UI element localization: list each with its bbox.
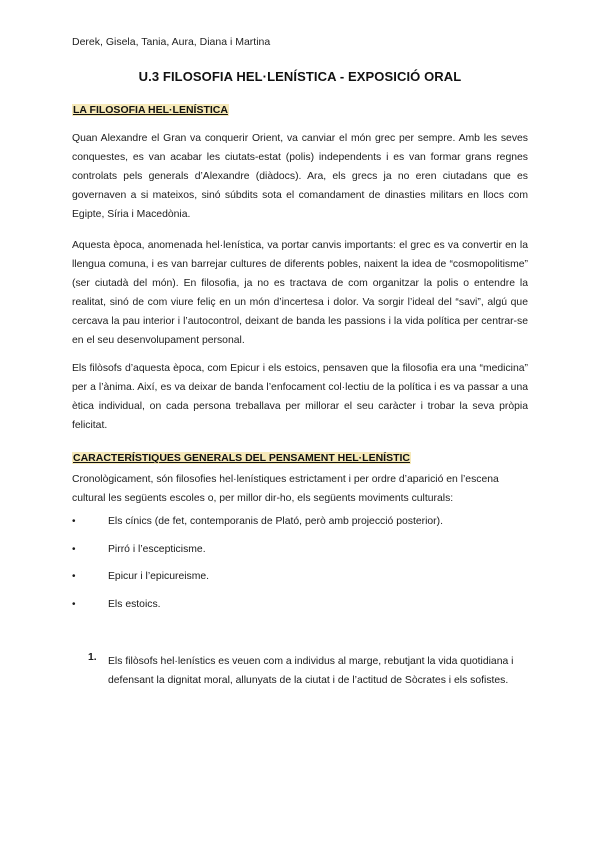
list-item-text: Els cínics (de fet, contemporanis de Plató, però amb projecció posterior).: [108, 516, 443, 527]
list-item-text: Epicur i l’epicureisme.: [108, 571, 210, 582]
section-heading-hellenistic-philosophy: LA FILOSOFIA HEL·LENÍSTICA: [73, 104, 228, 116]
bullet-icon: •: [72, 598, 76, 610]
list-item: [72, 571, 532, 599]
paragraph-intro: Cronològicament, són filosofies hel·lenístiques estrictament i per ordre d’aparició en l’escena cultural les següents escoles o, per millor dir-ho, els següents moviments culturals:: [72, 474, 499, 504]
schools-bullet-list: [72, 516, 532, 626]
paragraph-2: Aquesta època, anomenada hel·lenística, va portar canvis importants: el grec es va convertir en la llengua comuna, i es van barrejar cultures de diferents pobles, naixent la idea de “cosmopolitisme” (ser ciutadà del món). En filosofia, ja no es tractava de com organitzar la polis o entendre la realitat, sinó de com viure feliç en un món d’incertesa i dolor. Va sorgir l’ideal del “savi”, algú que cercava la pau interior i l’autocontrol, deixant de banda les passions i la vida política per centrar-se en el seu desenvolupament personal.: [72, 240, 528, 346]
bullet-icon: •: [72, 516, 76, 527]
section-heading-general-characteristics: CARACTERÍSTIQUES GENERALS DEL PENSAMENT HEL·LENÍSTIC: [73, 452, 410, 464]
list-item-text: Els estoics.: [108, 598, 161, 610]
authors-line: Derek, Gisela, Tania, Aura, Diana i Martina: [72, 36, 271, 48]
list-item-text: Pirró i l’escepticisme.: [108, 543, 206, 555]
list-item: [72, 544, 532, 572]
numbered-item-text: Els filòsofs hel·lenístics es veuen com a individus al marge, rebutjant la vida quotidiana i defensant la dignitat moral, allunyats de la ciutat i de l’actitud de Sòcrates i els sofistes.: [108, 656, 514, 686]
list-item: [72, 599, 532, 627]
bullet-icon: •: [72, 571, 76, 582]
list-item: [72, 516, 532, 544]
document-title: U.3 FILOSOFIA HEL·LENÍSTICA - EXPOSICIÓ ORAL: [138, 69, 462, 84]
bullet-icon: •: [72, 543, 76, 555]
paragraph-3: Els filòsofs d’aquesta època, com Epicur i els estoics, pensaven que la filosofia era una “medicina” per a l’ànima. Així, es va deixar de banda l’enfocament col·lectiu de la política i es va passar a una ètica individual, on cada persona treballava per millorar el seu caràcter i trobar la seva pròpia felicitat.: [72, 363, 528, 431]
paragraph-1: Quan Alexandre el Gran va conquerir Orient, va canviar el món grec per sempre. Amb les seves conquestes, es van acabar les ciutats-estat (polis) independents i es van formar grans regnes controlats pels generals d’Alexandre (diàdocs). Ara, els grecs ja no eren ciutadans que es governaven a si mateixos, sinó súbdits sota el comandament de dinasties militars en llocs com Egipte, Síria i Macedònia.: [72, 133, 528, 220]
numbered-item-number: 1.: [88, 652, 97, 663]
